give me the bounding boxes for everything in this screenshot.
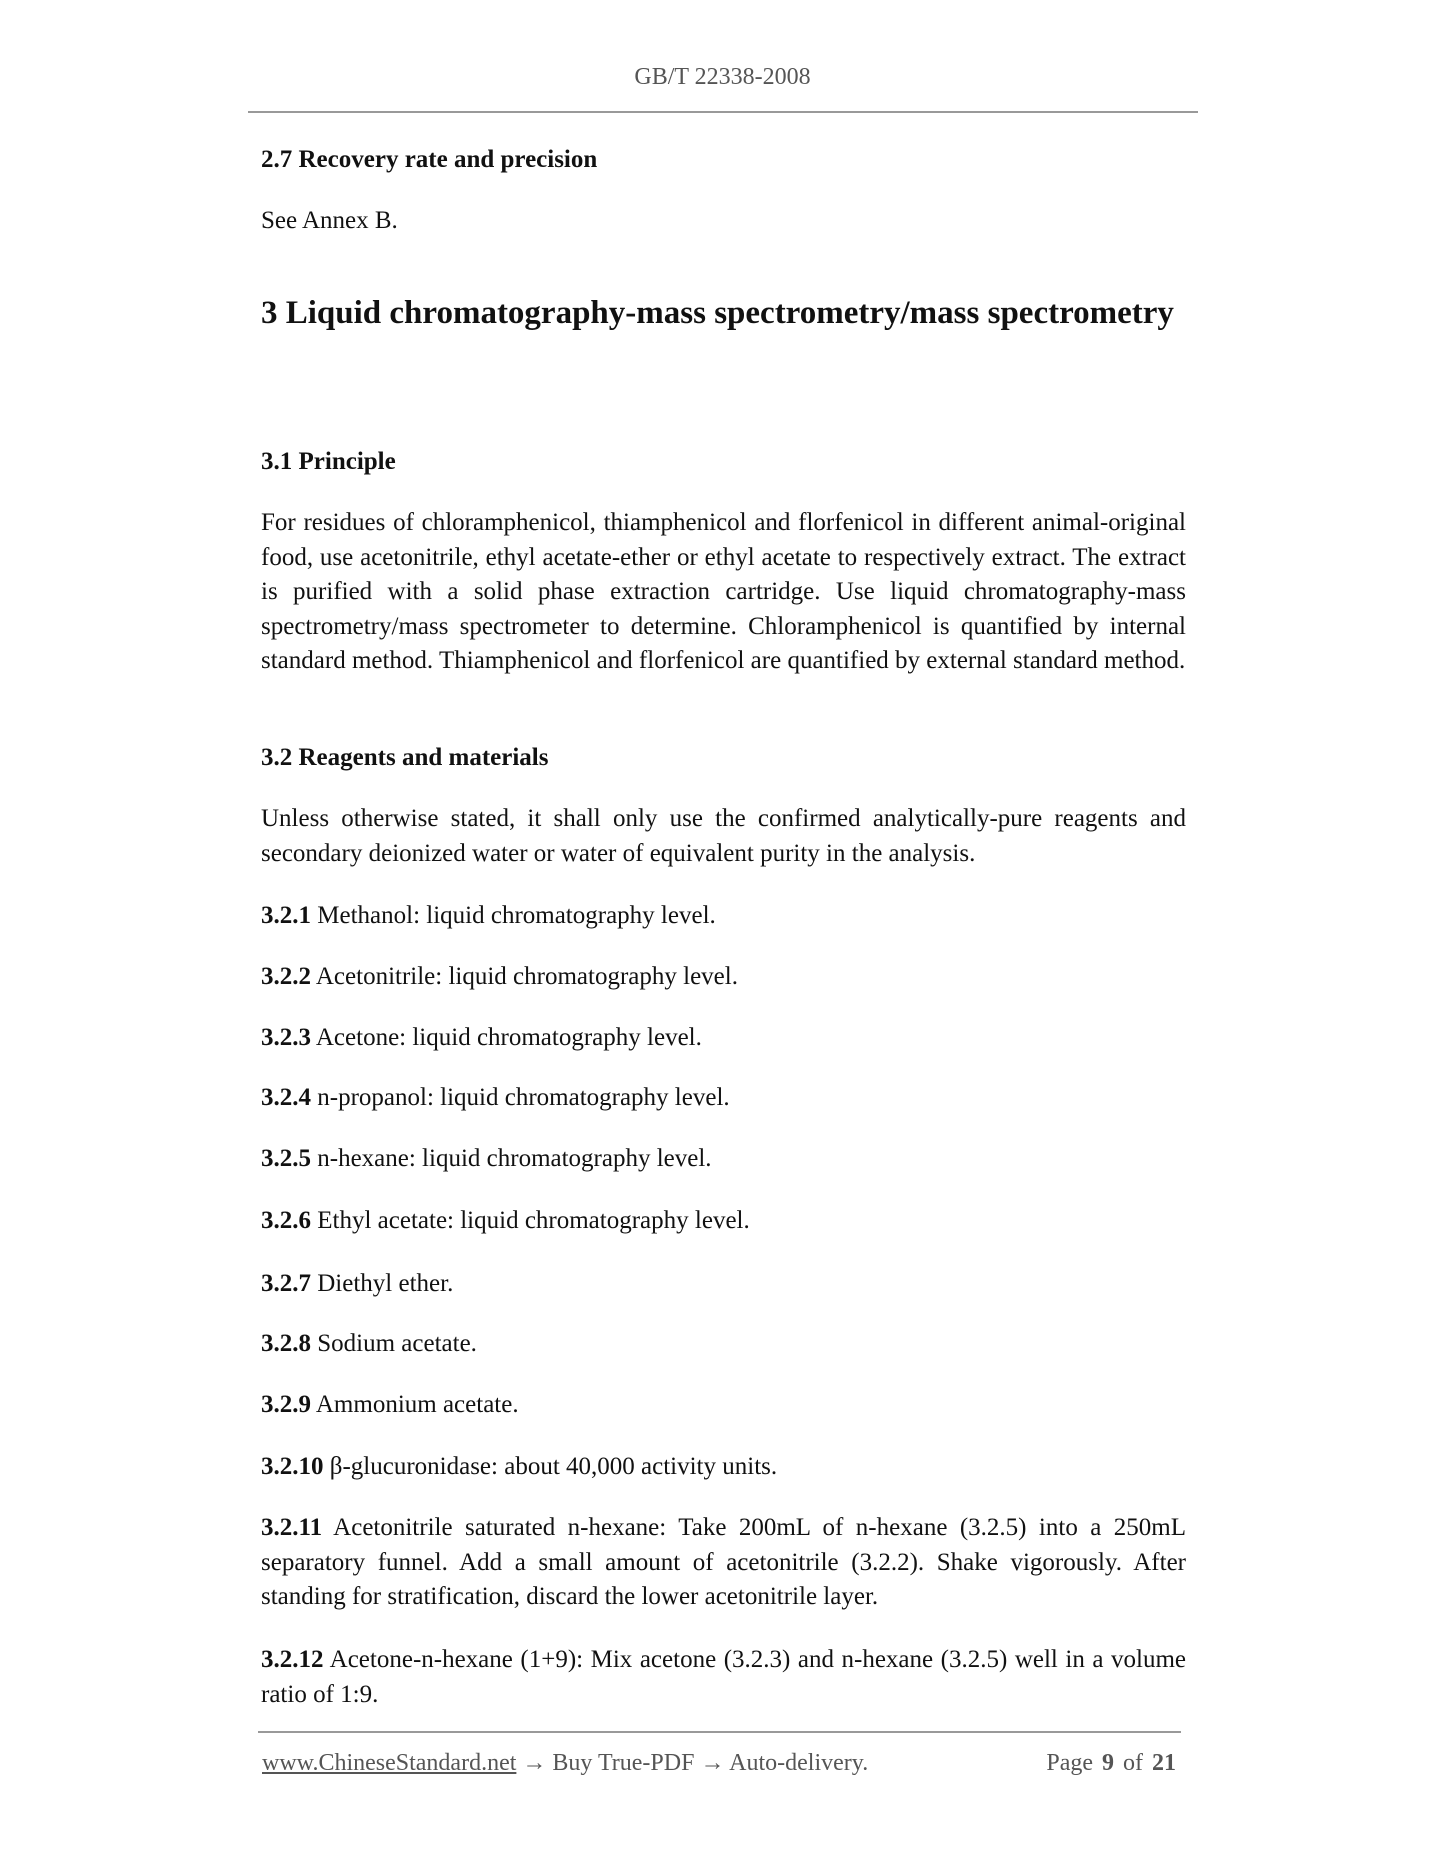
page-number: Page 9 of 21 <box>1046 1750 1176 1776</box>
footer-divider <box>258 1731 1181 1733</box>
section-heading-3: 3 Liquid chromatography-mass spectrometry/mass spectrometry <box>261 295 1174 331</box>
section-heading-3-2: 3.2 Reagents and materials <box>261 744 549 771</box>
auto-delivery-text: Auto-delivery. <box>729 1750 869 1776</box>
section-heading-3-1: 3.1 Principle <box>261 448 396 475</box>
list-item: 3.2.1 Methanol: liquid chromatography level. <box>261 902 716 929</box>
section-text-3-1: For residues of chloramphenicol, thiamphenicol and florfenicol in different animal-original food, use acetonitrile, ethyl acetate-ether or ethyl acetate to respectively extract. The extract is purified with a solid phase extraction cartridge. Use liquid chromatography-mass spectrometry/mass spectrometer to determine. Chloramphenicol is quantified by internal standard method. Thiamphenicol and florfenicol are quantified by external standard method. <box>261 509 1186 675</box>
section-heading-2-7: 2.7 Recovery rate and precision <box>261 146 598 173</box>
header-divider <box>248 111 1198 113</box>
list-item: 3.2.8 Sodium acetate. <box>261 1330 477 1357</box>
section-text-3-2: Unless otherwise stated, it shall only use the confirmed analytically-pure reagents and secondary deionized water or water of equivalent purity in the analysis. <box>261 805 1186 867</box>
list-item: 3.2.12 Acetone-n-hexane (1+9): Mix acetone (3.2.3) and n-hexane (3.2.5) well in a volume ratio of 1:9. <box>261 1646 1186 1708</box>
list-item: 3.2.10 β-glucuronidase: about 40,000 activity units. <box>261 1453 778 1480</box>
buy-text: Buy True-PDF <box>552 1750 695 1776</box>
document-header: GB/T 22338-2008 <box>634 64 811 90</box>
list-item: 3.2.2 Acetonitrile: liquid chromatography level. <box>261 963 738 990</box>
list-item: 3.2.4 n-propanol: liquid chromatography level. <box>261 1084 730 1111</box>
arrow-icon: → <box>694 1750 730 1776</box>
list-item: 3.2.5 n-hexane: liquid chromatography level. <box>261 1145 712 1172</box>
list-item: 3.2.9 Ammonium acetate. <box>261 1391 519 1418</box>
website-link[interactable]: www.ChineseStandard.net <box>262 1750 517 1776</box>
list-item: 3.2.11 Acetonitrile saturated n-hexane: Take 200mL of n-hexane (3.2.5) into a 250mL separatory funnel. Add a small amount of acetonitrile (3.2.2). Shake vigorously. After standing for stratification, discard the lower acetonitrile layer. <box>261 1514 1186 1611</box>
list-item: 3.2.7 Diethyl ether. <box>261 1270 454 1297</box>
list-item: 3.2.6 Ethyl acetate: liquid chromatography level. <box>261 1207 750 1234</box>
section-text-2-7: See Annex B. <box>261 207 398 234</box>
arrow-icon: → <box>516 1750 553 1776</box>
list-item: 3.2.3 Acetone: liquid chromatography level. <box>261 1024 702 1051</box>
footer-links <box>262 1750 868 1777</box>
